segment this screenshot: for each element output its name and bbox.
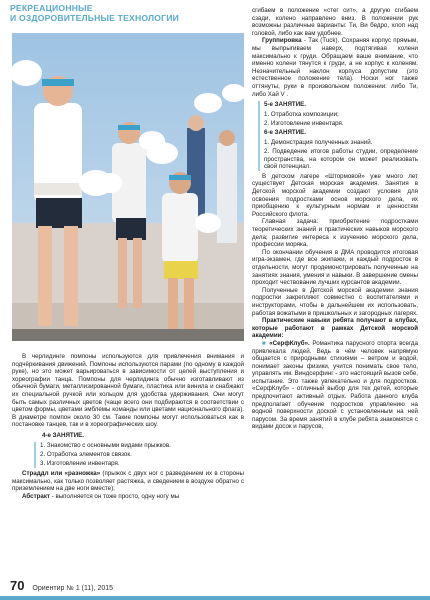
tuck-paragraph bbox=[252, 37, 418, 98]
lesson-5-heading: 5-е ЗАНЯТИЕ. bbox=[264, 101, 306, 109]
stag-sit-paragraph: сгибаем в положение «стег сит», а другую сгибаем сзади, колено направлено вниз. В положении рук возможны различные варианты: Ти, Ви бедро, хлоп над головой, либо как вам удобнее. bbox=[252, 7, 418, 37]
surfclub-text: Романтика парусного спорта всегда привлекала людей. Ведь в чём человек напрямую общается с природными стихиями – ветром и водой, понимает законы физики, учится понимать свое тело, управлять им. Виндсерфинг - это настоящий вызов себе, испытание. Это также увлекательно и для подростков. «СерфКлуб» - отличный выбор для тех детей, которые предпочитают активный отдых. Работа данного клуба предполагает обучение подростков управлению на водной поверхности доской с установленным на ней парусом. За время занятий в клубе ребята знакомятся с видами досок и парусов, bbox=[252, 339, 418, 431]
right-column bbox=[252, 7, 418, 431]
lesson-6-item-2: 2. Подведение итогов работы студии, определение пространства, на котором он может реализовать свой потенциал. bbox=[264, 148, 418, 171]
academy-paragraph: В детском лагере «Штормовой» уже много лет существует Детская морская академия. Занятия в Детской морской академии создают условия для освоения подростками основ морского дела, их приобщению к культурным нормам и ценностям Российского флота. bbox=[252, 172, 418, 218]
exam-paragraph: По окончании обучения в ДМА проводится итоговая игра-экзамен, где все экипажи, и каждый подросток в отдельности, могут продемонстрировать полученные на занятиях знания, умения и навыки. В завершение смены проходит чествование лучших курсантов академии. bbox=[252, 248, 418, 287]
lesson-6-heading: 6-е ЗАНЯТИЕ. bbox=[264, 129, 306, 137]
header-line-1: РЕКРЕАЦИОННЫЕ bbox=[10, 3, 93, 13]
lesson-4-item-3: 3. Изготовление инвентаря. bbox=[40, 460, 120, 468]
straddle-term: Страддл или «разножка» bbox=[22, 469, 101, 477]
lesson-5-item-2: 2. Изготовление инвентаря. bbox=[264, 119, 344, 127]
tuck-term: Группировка bbox=[262, 37, 302, 45]
lesson-6-item-1: 1. Демонстрация полученных знаний. bbox=[264, 138, 373, 146]
lesson-4-heading: 4-е ЗАНЯТИЕ. bbox=[42, 431, 84, 439]
tuck-text: - Так (Tuck). Сохраняя корпус прямым, мы выпрыгиваем наверх, подтягивая колени максимально к груди. Обращаем ваше внимание, что именно колени тянутся к груди, а не корпус к коленям. Незначительный наклон корпуса допустим (это естественное положение тела). Носки ног также оттянуты, руки в произвольном положении: либо Ти, либо Хай V . bbox=[252, 37, 418, 98]
cheerleaders-photo bbox=[12, 33, 244, 341]
lesson-5-item-1: 1. Отработка композиции; bbox=[264, 110, 339, 118]
lessons-5-6-box bbox=[258, 101, 418, 171]
knowledge-paragraph: Полученные в Детской морской академии знания подростки закрепляют совместно с воспитателями и инструкторами, чтобы в дальнейшем их использовать, работая вожатыми в пришкольных и загородных лагерях. bbox=[252, 286, 418, 317]
section-header bbox=[10, 4, 240, 23]
page-footer bbox=[10, 578, 113, 593]
abstract-text: - выполняется он тоже просто, одну ногу мы bbox=[49, 492, 180, 500]
lesson-4-box bbox=[34, 442, 244, 468]
abstract-paragraph bbox=[12, 493, 244, 501]
page-number: 70 bbox=[10, 578, 25, 593]
straddle-paragraph bbox=[12, 470, 244, 493]
clubs-intro: Практические навыки ребята получают в клубах, которые работают в рамках Детской морской академии: bbox=[252, 317, 418, 340]
journal-info: Ориентир № 1 (11), 2015 bbox=[32, 585, 114, 592]
bottom-accent-bar bbox=[0, 596, 430, 600]
header-line-2: И ОЗДОРОВИТЕЛЬНЫЕ ТЕХНОЛОГИИ bbox=[10, 12, 179, 23]
abstract-term: Абстракт bbox=[22, 492, 50, 500]
bullet-icon: ■ bbox=[262, 339, 270, 347]
straddle-text: (прыжок с двух ног с разведением их в стороны максимально, как только позволяет растяжка, и сведением в воздухе обратно с приземлением на две ноги вместе); bbox=[12, 469, 244, 493]
lesson-4-item-1: 1. Знакомство с основными видами прыжков. bbox=[40, 441, 171, 449]
photo-illustration bbox=[12, 33, 244, 341]
lesson-4-item-2: 2. Отработка элементов связок. bbox=[40, 450, 132, 458]
main-task-paragraph: Главная задача: приобретение подростками теоретических знаний и практических навыков морского дела; развитие интереса к изучению морского дела, профессии моряка. bbox=[252, 218, 418, 249]
pompons-paragraph: В черлидинге помпоны используются для привлечения внимания и подчёркивания движений. Помпоны используются парами (по одному в каждой руке), но это может варьироваться в зависимости от целей выступления и хореографии танца. Помпоны для черлидинга обычно изготавливают из обычной бумаги, металлизированной бумаги, пластика или винила и снабжают их специальной ручкой или кольцом для удобства удерживания. Они могут быть самых различных цветов (чаще всего они подбираются в соответствии с цветом формы, цветами эмблемы команды или цветами национального флага). В диаметре помпон около 30 см. Такие помпоны могут использоваться как в постановке танцев, так и в хореографических шоу. bbox=[12, 353, 244, 429]
left-column bbox=[12, 353, 244, 500]
surfclub-paragraph bbox=[252, 340, 418, 431]
surfclub-term: «СерфКлуб». bbox=[269, 339, 310, 347]
